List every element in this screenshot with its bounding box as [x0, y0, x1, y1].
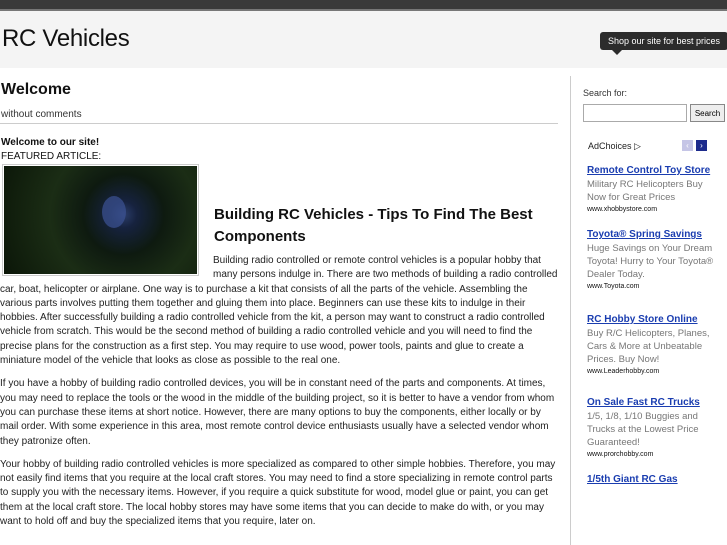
ad-title-link[interactable]: Toyota® Spring Savings: [587, 229, 702, 240]
post-title[interactable]: Welcome: [1, 81, 71, 98]
divider: [0, 123, 558, 124]
article-paragraph: If you have a hobby of building radio controlled devices, you will be in constant need of the parts and components. At times, you may need to replace the tools or the wood in the middle of the building project, so it is better to have a vendor from whom you can purchase these items at short notice. However, there are many options to buy the components, either locally or by mail order. With some experience in this area, most remote control device enthusiasts usually have a selected vendor whom they patronize often.: [0, 378, 555, 447]
ad-url[interactable]: www.xhobbystore.com: [587, 206, 658, 213]
ads-next-button[interactable]: ›: [696, 140, 707, 151]
ad-item: [587, 227, 723, 306]
adchoices-icon: ▷: [634, 141, 641, 151]
ad-description: Buy R/C Helicopters, Planes, Cars & More at Unbeatable Prices. Buy Now!: [587, 328, 710, 365]
ad-title-link[interactable]: RC Hobby Store Online: [587, 314, 698, 325]
sidebar-divider: [570, 76, 571, 545]
ad-item: [587, 312, 723, 377]
ad-url[interactable]: www.Toyota.com: [587, 283, 640, 290]
ad-url[interactable]: www.Leaderhobby.com: [587, 368, 660, 375]
welcome-text: Welcome to our site!: [1, 137, 100, 148]
ad-url[interactable]: www.prorchobby.com: [587, 451, 654, 458]
article-title: Building RC Vehicles - Tips To Find The Best Components: [214, 206, 533, 245]
ad-description: Military RC Helicopters Buy Now for Great Prices: [587, 179, 703, 203]
comments-link[interactable]: without comments: [1, 109, 82, 120]
article-paragraph: Your hobby of building radio controlled vehicles is more specialized as compared to other simple hobbies. Therefore, you may not easily find items that you require at the local craft stores. You may need to find a store specializing in remote control parts to supply you with the necessary items. However, if you require a quick substitute for wood, model glue or paint, you can get them at the local craft store. The local hobby stores may have some items that you can decide to make do with, or you may want to hold off and buy the specialized items that you require, later on.: [0, 458, 556, 528]
ad-description: Huge Savings on Your Dream Toyota! Hurry to Your Toyota® Dealer Today.: [587, 243, 714, 280]
ad-title-link[interactable]: On Sale Fast RC Trucks: [587, 397, 700, 408]
article-body: [0, 254, 558, 538]
ad-item: [587, 163, 723, 215]
featured-label: FEATURED ARTICLE:: [1, 151, 102, 162]
search-input[interactable]: [583, 104, 687, 122]
site-title[interactable]: RC Vehicles: [2, 25, 130, 52]
shop-button[interactable]: Shop our site for best prices: [600, 32, 727, 50]
ad-title-link[interactable]: Remote Control Toy Store: [587, 165, 711, 176]
ad-list: [587, 163, 723, 545]
article-paragraph: Building radio controlled or remote control vehicles is a popular hobby that many persons indulge in. There are two methods of building a radio controlled car, boat, helicopter or airplane. One way is to purchase a kit that consists of all the parts of the vehicle. Assembling the various parts involves putting them together and gluing them into place. Beginners can use these kits to indulge in their hobbies. After successfully building a radio controlled vehicle from the kit, a person may want to construct a radio controlled vehicle from scratch. This would be the second method of building a radio controlled vehicle and you will need to find the precise plans for the construction as a first step. You may require to use wood, power tools, paints and glue to create a miniature model of the vehicle that looks as close as possible to the real one.: [0, 255, 558, 367]
top-bar: [0, 0, 727, 11]
adchoices-text: AdChoices: [588, 141, 632, 151]
ad-description: 1/5, 1/8, 1/10 Buggies and Trucks at the Lowest Price Guaranteed!: [587, 411, 699, 448]
search-button[interactable]: Search: [690, 104, 725, 122]
ads-prev-button[interactable]: ‹: [682, 140, 693, 151]
ad-title-link[interactable]: 1/5th Giant RC Gas: [587, 474, 678, 485]
adchoices-label[interactable]: [588, 141, 641, 152]
ad-item: [587, 472, 723, 487]
search-label: Search for:: [583, 88, 628, 98]
ad-item: [587, 395, 723, 460]
